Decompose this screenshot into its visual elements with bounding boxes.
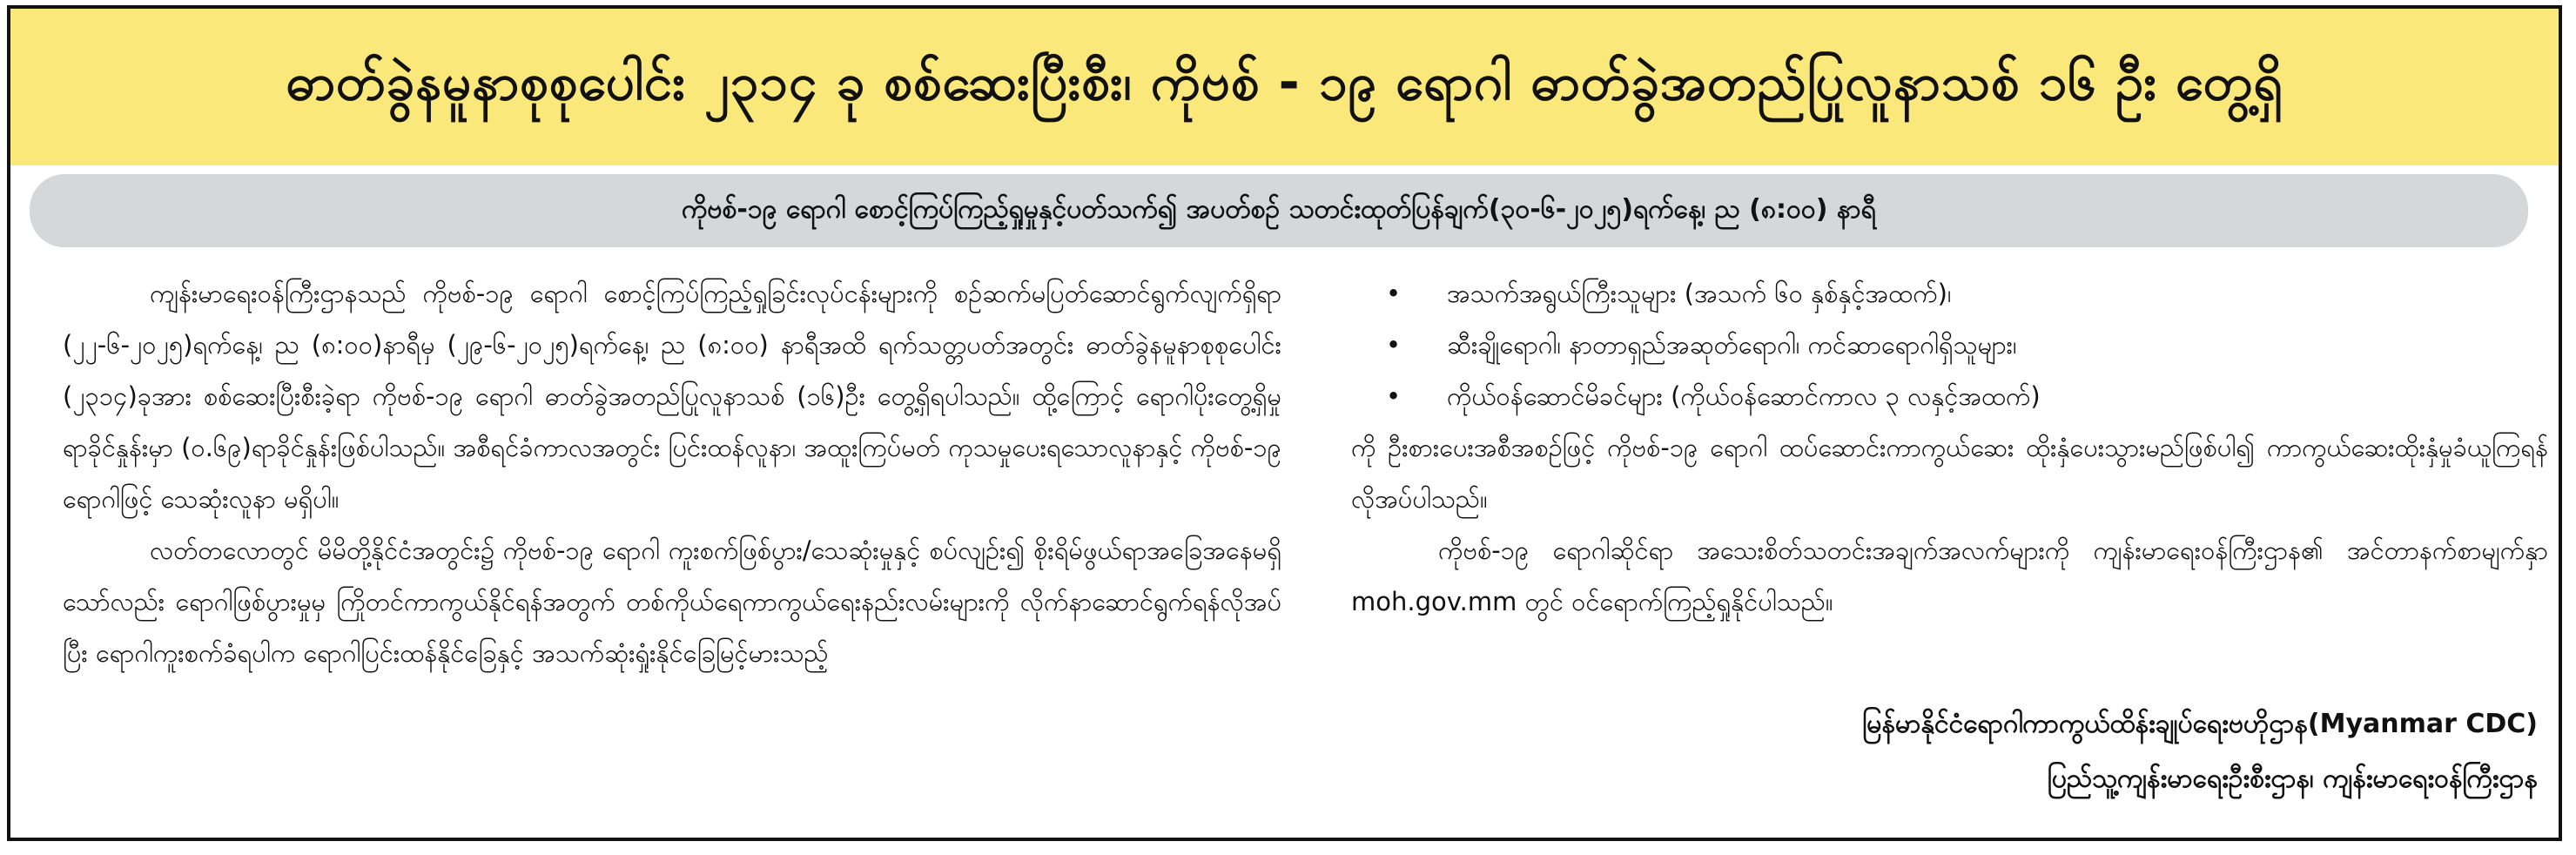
subheadline-bar [30, 174, 2528, 247]
paragraph-website: ကိုဗစ်-၁၉ ရောဂါဆိုင်ရာ အသေးစိတ်သတင်းအချက်အလက်များကို ကျန်းမာရေးဝန်ကြီးဌာန၏ အင်တာနက်စာမျက်နှာ moh.gov.mm တွင် ဝင်ရောက်ကြည့်ရှုနိုင်ပါသည်။ [1351, 535, 2548, 616]
signature-block [1862, 697, 2538, 806]
signature-org-line: မြန်မာနိုင်ငံရောဂါကာကွယ်ထိန်းချုပ်ရေးဗဟိုဌာန(Myanmar CDC) [1862, 709, 2538, 739]
list-item-text: အသက်အရွယ်ကြီးသူများ (အသက် ၆၀ နှစ်နှင့်အထက်)၊ [1447, 279, 1952, 308]
list-item-text: ဆီးချိုရောဂါ၊ နာတာရှည်အဆုတ်ရောဂါ၊ ကင်ဆာရောဂါရှိသူများ၊ [1447, 330, 2017, 360]
paragraph-booster: ကို ဦးစားပေးအစီအစဉ်ဖြင့် ကိုဗစ်-၁၉ ရောဂါ ထပ်ဆောင်းကာကွယ်ဆေး ထိုးနှံပေးသွားမည်ဖြစ်ပါ၍ ကာကွယ်ဆေးထိုးနှံမှုခံယူကြရန် လိုအပ်ပါသည်။ [1351, 433, 2548, 514]
priority-group-list [1351, 268, 2548, 422]
bullet-icon: • [1386, 381, 1402, 411]
subheadline-text: ကိုဗစ်-၁၉ ရောဂါ စောင့်ကြပ်ကြည့်ရှုမှုနှင့်ပတ်သက်၍ အပတ်စဉ် သတင်းထုတ်ပြန်ချက်(၃၀-၆-၂၀၂၅)ရက်နေ့၊ ည (၈:၀၀) နာရီ [682, 193, 1876, 225]
bullet-icon: • [1386, 279, 1402, 308]
list-item [1386, 320, 2548, 371]
bullet-icon: • [1386, 330, 1402, 360]
headline-banner [10, 9, 2559, 165]
left-column [63, 268, 1281, 679]
paragraph-testing-results: ကျန်းမာရေးဝန်ကြီးဌာနသည် ကိုဗစ်-၁၉ ရောဂါ စောင့်ကြပ်ကြည့်ရှုခြင်းလုပ်ငန်းများကို စဉ်ဆက်မပြတ်ဆောင်ရွက်လျက်ရှိရာ (၂၂-၆-၂၀၂၅)ရက်နေ့၊ ည (၈:၀၀)နာရီမှ (၂၉-၆-၂၀၂၅)ရက်နေ့၊ ည (၈:၀၀) နာရီအထိ ရက်သတ္တပတ်အတွင်း ဓာတ်ခွဲနမူနာစုစုပေါင်း (၂၃၁၄)ခုအား စစ်ဆေးပြီးစီးခဲ့ရာ ကိုဗစ်-၁၉ ရောဂါ ဓာတ်ခွဲအတည်ပြုလူနာသစ် (၁၆)ဦး တွေ့ရှိရပါသည်။ ထို့ကြောင့် ရောဂါပိုးတွေ့ရှိမှု ရာခိုင်နှုန်းမှာ (၀.၆၉)ရာခိုင်နှုန်းဖြစ်ပါသည်။ အစီရင်ခံကာလအတွင်း ပြင်းထန်လူနာ၊ အထူးကြပ်မတ် ကုသမှုပေးရသောလူနာနှင့် ကိုဗစ်-၁၉ ရောဂါဖြင့် သေဆုံးလူနာ မရှိပါ။ [63, 279, 1281, 514]
headline-title: ဓာတ်ခွဲနမူနာစုစုပေါင်း ၂၃၁၄ ခု စစ်ဆေးပြီးစီး၊ ကိုဗစ် - ၁၉ ရောဂါ ဓာတ်ခွဲအတည်ပြုလူနာသစ် ၁၆ ဦး တွေ့ရှိ [286, 51, 2283, 111]
signature-dept-line: ပြည်သူ့ကျန်းမာရေးဦးစီးဌာန၊ ကျန်းမာရေးဝန်ကြီးဌာန [2047, 764, 2538, 794]
list-item [1386, 268, 2548, 320]
list-item-text: ကိုယ်ဝန်ဆောင်မိခင်များ (ကိုယ်ဝန်ဆောင်ကာလ ၃ လနှင့်အထက်) [1447, 381, 2041, 411]
announcement-frame [7, 5, 2562, 841]
list-item [1386, 371, 2548, 422]
paragraph-prevention: လတ်တလောတွင် မိမိတို့နိုင်ငံအတွင်း၌ ကိုဗစ်-၁၉ ရောဂါ ကူးစက်ဖြစ်ပွား/သေဆုံးမှုနှင့် စပ်လျဉ်း၍ စိုးရိမ်ဖွယ်ရာအခြေအနေမရှိသော်လည်း ရောဂါဖြစ်ပွားမှုမှ ကြိုတင်ကာကွယ်နိုင်ရန်အတွက် တစ်ကိုယ်ရေကာကွယ်ရေးနည်းလမ်းများကို လိုက်နာဆောင်ရွက်ရန်လိုအပ်ပြီး ရောဂါကူးစက်ခံရပါက ရောဂါပြင်းထန်နိုင်ခြေနှင့် အသက်ဆုံးရှုံးနိုင်ခြေမြင့်မားသည့် [63, 535, 1281, 668]
right-column [1351, 268, 2548, 628]
